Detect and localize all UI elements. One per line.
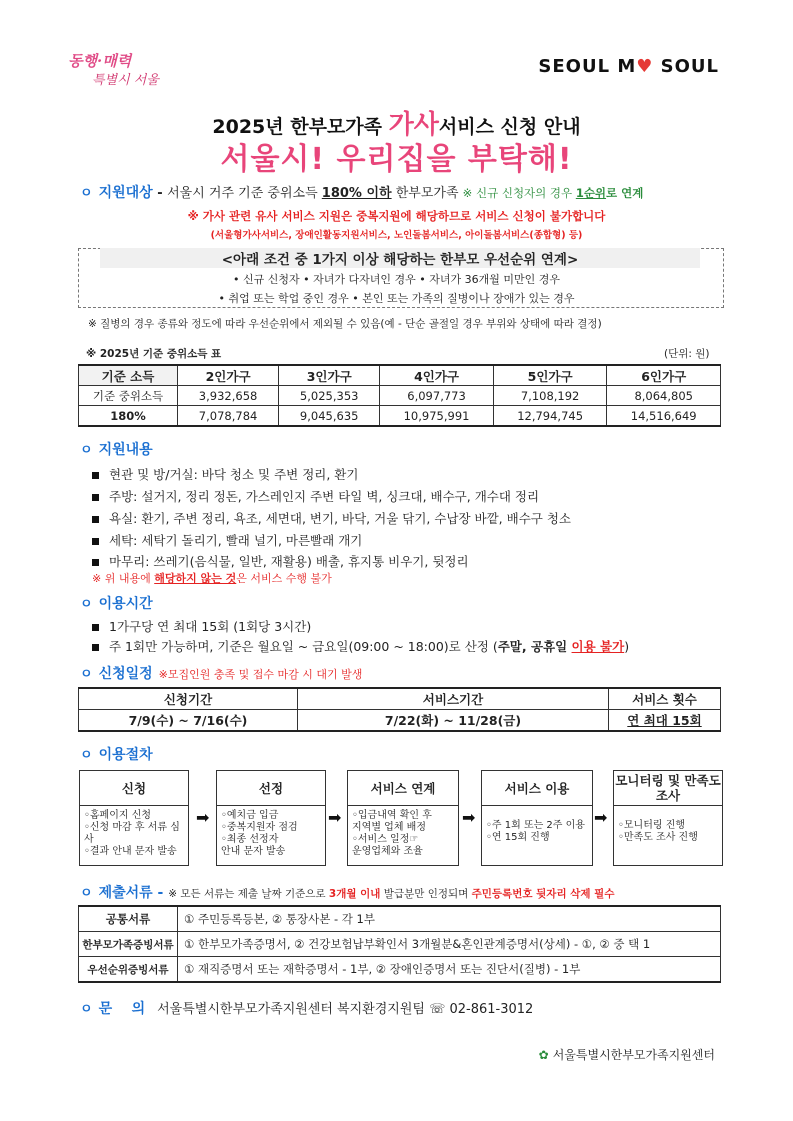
step-apply: 신청 ◦홈페이지 신청 ◦신청 마감 후 서류 심사 ◦결과 안내 문자 발송: [79, 770, 189, 866]
documents-heading: ㅇ 제출서류 - ※ 모든 서류는 제출 날짜 기준으로 3개월 이내 발급분만 인정되며 주민등록번호 뒷자리 삭제 필수: [80, 885, 615, 901]
illness-note: ※ 질병의 경우 종류와 정도에 따라 우선순위에서 제외될 수 있음(예 - 단순 골절일 경우 부위와 상태에 따라 결정): [88, 318, 602, 330]
table-header-row: 기준 소득 2인가구 3인가구 4인가구 5인가구 6인가구: [79, 365, 721, 386]
arrow-right-icon: ➡: [196, 808, 210, 827]
table-row: 기준 중위소득 3,932,658 5,025,353 6,097,773 7,108,192 8,064,805: [79, 386, 721, 406]
seoul-my-soul-logo: SEOUL M♥ SOUL: [538, 56, 719, 77]
content-note: ※ 위 내용에 해당하지 않는 것은 서비스 수행 불가: [92, 572, 332, 585]
documents-table: [78, 905, 721, 983]
list-item: 주방: 설거지, 정리 정돈, 가스레인지 주변 타일 벽, 싱크대, 배수구, 개수대 정리: [92, 487, 539, 505]
schedule-heading: ㅇ 신청일정 ※모집인원 충족 및 접수 마감 시 대기 발생: [80, 666, 363, 682]
content-heading: ㅇ 지원내용: [80, 442, 153, 458]
page-title: 2025년 한부모가족 가사서비스 신청 안내: [212, 110, 581, 140]
list-item: 마무리: 쓰레기(음식물, 일반, 재활용) 배출, 휴지통 비우기, 뒷정리: [92, 552, 469, 570]
list-item: 세탁: 세탁기 돌리기, 빨래 널기, 마른빨래 개기: [92, 531, 362, 549]
table-row: 한부모가족증빙서류 ① 한부모가족증명서, ② 건강보험납부확인서 3개월분&혼인관계증명서(상세) - ①, ② 중 택 1: [79, 932, 721, 957]
priority-box-title: <아래 조건 중 1가지 이상 해당하는 한부모 우선순위 연계>: [100, 248, 700, 268]
seoul-slogan-logo: 동행·매력 특별시 서울: [68, 52, 159, 88]
step-monitoring: 모니터링 및 만족도 조사 ◦모니터링 진행 ◦만족도 조사 진행: [613, 770, 723, 866]
income-table-unit: (단위: 원): [664, 348, 710, 360]
step-use: 서비스 이용 ◦주 1회 또는 2주 이용 ◦연 15회 진행: [481, 770, 593, 866]
target-line: ㅇ 지원대상 - 서울시 거주 기준 중위소득 180% 이하 한부모가족 ※ 신규 신청자의 경우 1순위로 연계: [80, 185, 644, 201]
schedule-table: [78, 687, 721, 732]
arrow-right-icon: ➡: [328, 808, 342, 827]
income-table-caption: ※ 2025년 기준 중위소득 표: [86, 348, 222, 360]
usage-time-heading: ㅇ 이용시간: [80, 596, 153, 612]
table-header-row: 신청기간 서비스기간 서비스 횟수: [79, 688, 721, 710]
table-row: 우선순위증빙서류 ① 재직증명서 또는 재학증명서 - 1부, ② 장애인증명서 또는 진단서(질병) - 1부: [79, 957, 721, 983]
heart-icon: ♥: [636, 56, 654, 77]
table-row: 공통서류 ① 주민등록등본, ② 통장사본 - 각 1부: [79, 906, 721, 932]
median-income-table: [78, 364, 721, 427]
table-row: 180% 7,078,784 9,045,635 10,975,991 12,794,745 14,516,649: [79, 406, 721, 427]
step-selection: 선정 ◦예치금 입금 ◦중복지원자 점검 ◦최종 선정자 안내 문자 발송: [216, 770, 326, 866]
duplicate-warning: ※ 가사 관련 유사 서비스 지원은 중복지원에 해당하므로 서비스 신청이 불가합니다: [187, 209, 606, 223]
list-item: 현관 및 방/거실: 바닥 청소 및 주변 정리, 환기: [92, 465, 358, 483]
arrow-right-icon: ➡: [594, 808, 608, 827]
duplicate-services-list: (서울형가사서비스, 장애인활동지원서비스, 노인돌봄서비스, 아이돌봄서비스(종합형) 등): [210, 230, 583, 241]
procedure-heading: ㅇ 이용절차: [80, 747, 153, 763]
list-item: 1가구당 연 최대 15회 (1회당 3시간): [92, 617, 311, 635]
priority-conditions-2: • 취업 또는 학업 중인 경우 • 본인 또는 가족의 질병이나 장애가 있는 경우: [218, 292, 575, 305]
list-item: 욕실: 환기, 주변 정리, 욕조, 세면대, 변기, 바닥, 거울 닦기, 수납장 바깥, 배수구 청소: [92, 509, 571, 527]
leaf-icon: ✿: [538, 1048, 549, 1062]
step-connect: 서비스 연계 ◦입금내역 확인 후 지역별 업체 배정 ◦서비스 일정☞ 운영업체와 조율: [347, 770, 459, 866]
arrow-right-icon: ➡: [462, 808, 476, 827]
list-item: 주 1회만 가능하며, 기준은 월요일 ~ 금요일(09:00 ~ 18:00)로 산정 (주말, 공휴일 이용 불가): [92, 637, 629, 655]
priority-conditions-1: • 신규 신청자 • 자녀가 다자녀인 경우 • 자녀가 36개월 미만인 경우: [233, 273, 560, 286]
table-row: 7/9(수) ~ 7/16(수) 7/22(화) ~ 11/28(금) 연 최대 15회: [79, 710, 721, 732]
page-subtitle: 서울시! 우리집을 부탁해!: [220, 142, 573, 177]
center-logo: ✿ 서울특별시한부모가족지원센터: [538, 1048, 715, 1062]
contact-line: ㅇ 문 의 서울특별시한부모가족지원센터 복지환경지원팀 ☏ 02-861-3012: [80, 1001, 534, 1017]
